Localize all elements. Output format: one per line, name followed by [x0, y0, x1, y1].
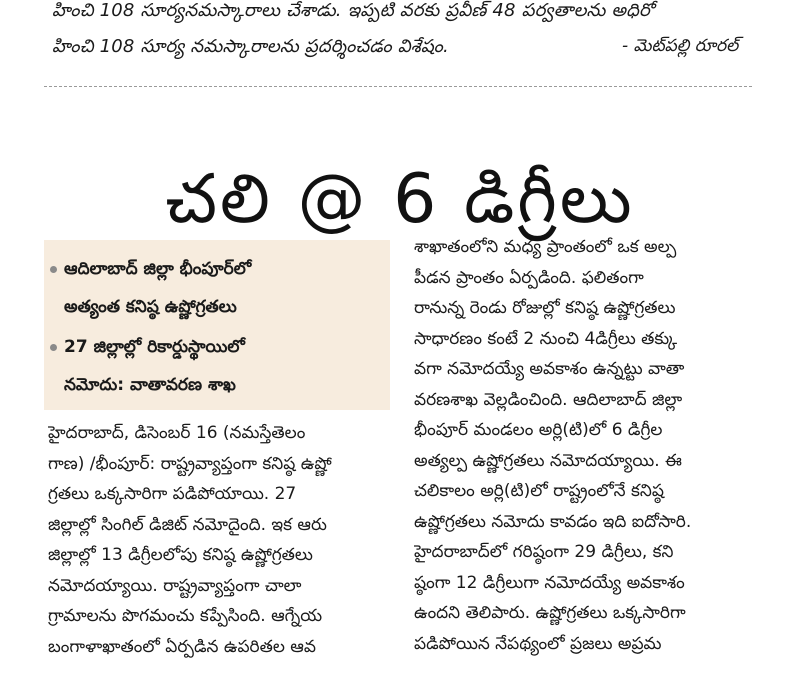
highlight-line: ఆదిలాబాద్ జిల్లా భీంపూర్‌లో: [64, 259, 252, 279]
body-line: శాఖాతంలోని మధ్య ప్రాంతంలో ఒక అల్ప: [414, 237, 677, 257]
body-column-right: [414, 232, 758, 659]
highlights-box: [44, 240, 390, 410]
body-line: జిల్లాల్లో 13 డిగ్రీలలోపు కనిష్ఠ ఉష్ణోగ్రతలు: [48, 545, 313, 565]
body-line: హైదరాబాద్, డిసెంబర్ 16 (నమస్తేతెలం: [48, 423, 306, 443]
highlight-item: [64, 250, 380, 326]
body-line: గ్రామాలను పొగమంచు కప్పేసింది. ఆగ్నేయ: [48, 606, 323, 626]
body-line: సాధారణం కంటే 2 నుంచి 4డిగ్రీలు తక్కు: [414, 328, 678, 349]
body-line: ఉష్ణోగ్రతలు నమోదు కావడం ఇది ఐదోసారి.: [414, 511, 692, 532]
body-line: ఉందని తెలిపారు. ఉష్ణోగ్రతలు ఒక్కసారిగా: [414, 603, 686, 623]
headline: చలి @ 6 డిగ్రీలు: [165, 159, 635, 239]
bullet-icon: [50, 266, 57, 273]
highlight-item: [64, 328, 380, 404]
body-line: జిల్లాల్లో సింగిల్ డిజిట్ నమోదైంది. ఇక ఆరు: [48, 514, 327, 535]
section-divider: [44, 86, 752, 87]
body-line: ష్ఠంగా 12 డిగ్రీలుగా నమోదయ్యే అవకాశం: [414, 572, 685, 593]
body-line: గ్రతలు ఒక్కసారిగా పడిపోయాయి. 27: [48, 484, 297, 504]
previous-article-line-2: హించి 108 సూర్య నమస్కారాలను ప్రదర్శించడం విశేషం.: [52, 36, 449, 57]
body-line: గాణ) /భీంపూర్: రాష్ట్రవ్యాప్తంగా కనిష్ఠ ఉష్ణో: [48, 453, 332, 474]
highlight-line: అత్యంత కనిష్ఠ ఉష్ణోగ్రతలు: [64, 297, 237, 317]
highlight-line: 27 జిల్లాల్లో రికార్డుస్థాయిలో: [64, 337, 245, 357]
body-line: హైదరాబాద్‌లో గరిష్ఠంగా 29 డిగ్రీలు, కని: [414, 542, 674, 562]
body-line: అత్యల్ప ఉష్ణోగ్రతలు నమోదయ్యాయి. ఈ: [414, 450, 682, 471]
body-column-left: [48, 418, 394, 662]
body-line: బంగాళాఖాతంలో ఏర్పడిన ఉపరితల ఆవ: [48, 636, 316, 657]
body-line: పీడన ప్రాంతం ఏర్పడింది. ఫలితంగా: [414, 267, 644, 288]
body-line: భీంపూర్ మండలం అర్లి(టి)లో 6 డిగ్రీల: [414, 420, 663, 440]
previous-article-credit: - మెట్‌పల్లి రూరల్: [622, 36, 739, 56]
body-line: పడిపోయిన నేపథ్యంలో ప్రజలు అప్రమ: [414, 633, 662, 654]
bullet-icon: [50, 344, 57, 351]
body-line: రానున్న రెండు రోజుల్లో కనిష్ఠ ఉష్ణోగ్రతలు: [414, 298, 676, 318]
body-line: వగా నమోదయ్యే అవకాశం ఉన్నట్టు వాతా: [414, 359, 685, 379]
highlight-line: నమోదు: వాతావరణ శాఖ: [64, 375, 236, 395]
body-line: నమోదయ్యాయి. రాష్ట్రవ్యాప్తంగా చాలా: [48, 575, 302, 596]
body-line: వరణశాఖ వెల్లడించింది. ఆదిలాబాద్ జిల్లా: [414, 389, 683, 410]
previous-article-line-1: హించి 108 సూర్యనమస్కారాలు చేశాడు. ఇప్పటి వరకు ప్రవీణ్ 48 పర్వతాలను అధిరో: [52, 0, 654, 21]
body-line: చలికాలం అర్లి(టి)లో రాష్ట్రంలోనే కనిష్ఠ: [414, 481, 664, 501]
